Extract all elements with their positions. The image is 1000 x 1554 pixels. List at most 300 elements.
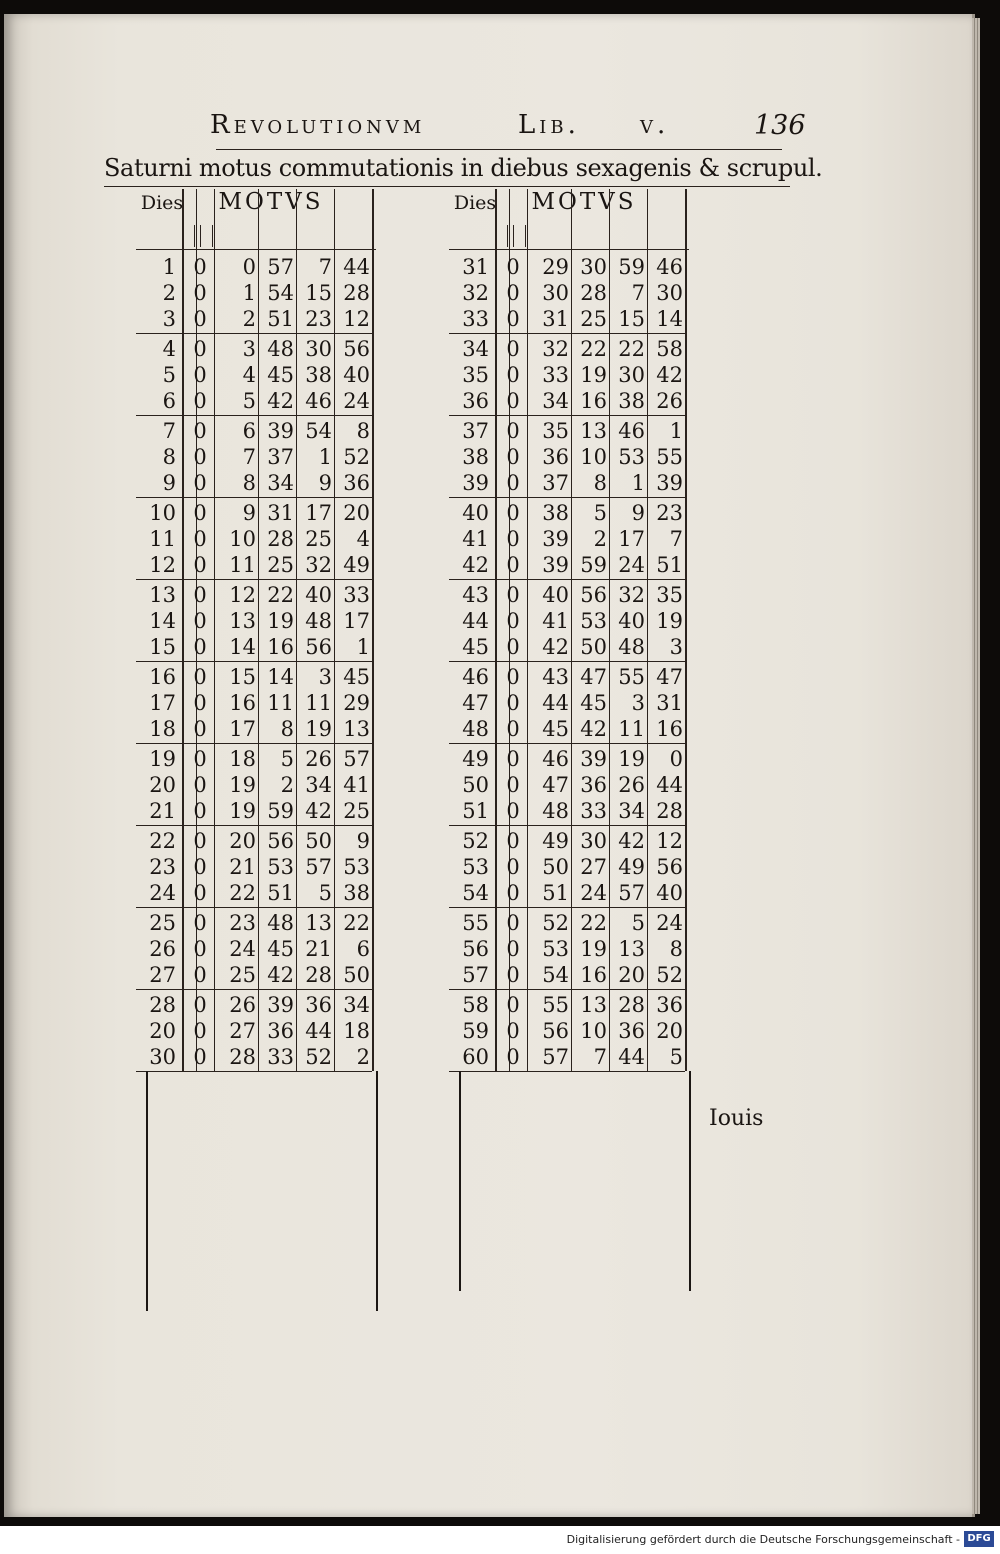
signa-cell: 0 (193, 255, 207, 279)
scrupula-cell: 30 (580, 829, 607, 853)
dies-cell: 31 (462, 255, 489, 279)
signa-cell: 0 (193, 799, 207, 823)
secunda-cell: 20 (618, 963, 645, 987)
dies-cell: 16 (149, 665, 176, 689)
scrupula-cell: 19 (580, 363, 607, 387)
tertia-cell: 13 (343, 717, 370, 741)
row-group (449, 333, 685, 416)
scrupula-cell: 10 (580, 1019, 607, 1043)
tertia-cell: 52 (343, 445, 370, 469)
signa-cell: 0 (506, 471, 520, 495)
signa-cell: 0 (506, 583, 520, 607)
partes-cell: 2 (242, 307, 256, 331)
dfg-logo: DFG (964, 1531, 994, 1547)
tertia-cell: 46 (656, 255, 683, 279)
tertia-cell: 44 (343, 255, 370, 279)
signa-cell: 0 (506, 1045, 520, 1069)
signa-cell: 0 (506, 665, 520, 689)
signa-cell: 0 (193, 307, 207, 331)
column-tick (212, 225, 213, 247)
signa-cell: 0 (193, 635, 207, 659)
signa-cell: 0 (506, 307, 520, 331)
scrupula-cell: 56 (580, 583, 607, 607)
long-rule (689, 1071, 691, 1291)
table-row (136, 389, 372, 415)
signa-cell: 0 (506, 963, 520, 987)
partes-cell: 50 (542, 855, 569, 879)
table-row (449, 829, 685, 855)
page-number: 136 (754, 110, 806, 141)
signa-cell: 0 (193, 691, 207, 715)
running-head-volume: v. (640, 110, 670, 140)
scrupula-cell: 22 (580, 911, 607, 935)
dies-cell: 52 (462, 829, 489, 853)
table-row (449, 255, 685, 281)
partes-cell: 19 (229, 799, 256, 823)
partes-cell: 17 (229, 717, 256, 741)
header-dies: Dies (140, 192, 184, 214)
tertia-cell: 24 (343, 389, 370, 413)
signa-cell: 0 (506, 337, 520, 361)
tertia-cell: 1 (669, 419, 683, 443)
signa-cell: 0 (506, 747, 520, 771)
table-row (136, 1019, 372, 1045)
tertia-cell: 2 (356, 1045, 370, 1069)
dies-cell: 4 (162, 337, 176, 361)
signa-cell: 0 (193, 363, 207, 387)
signa-cell: 0 (506, 773, 520, 797)
table-row (136, 445, 372, 471)
table-row (136, 993, 372, 1019)
partes-cell: 44 (542, 691, 569, 715)
tertia-cell: 49 (343, 553, 370, 577)
secunda-cell: 25 (305, 527, 332, 551)
partes-cell: 34 (542, 389, 569, 413)
table-row (136, 609, 372, 635)
table-row (449, 635, 685, 661)
tertia-cell: 4 (356, 527, 370, 551)
tertia-cell: 55 (656, 445, 683, 469)
dies-cell: 18 (149, 717, 176, 741)
secunda-cell: 11 (305, 691, 332, 715)
scrupula-cell: 24 (580, 881, 607, 905)
scrupula-cell: 54 (267, 281, 294, 305)
partes-cell: 52 (542, 911, 569, 935)
tertia-cell: 44 (656, 773, 683, 797)
secunda-cell: 36 (305, 993, 332, 1017)
tertia-cell: 1 (356, 635, 370, 659)
catchword: Iouis (709, 1106, 764, 1131)
scrupula-cell: 16 (580, 389, 607, 413)
partes-cell: 37 (542, 471, 569, 495)
partes-cell: 47 (542, 773, 569, 797)
partes-cell: 41 (542, 609, 569, 633)
secunda-cell: 17 (618, 527, 645, 551)
secunda-cell: 44 (618, 1045, 645, 1069)
table-row (136, 747, 372, 773)
table-row (449, 501, 685, 527)
scrupula-cell: 19 (580, 937, 607, 961)
scrupula-cell: 27 (580, 855, 607, 879)
secunda-cell: 34 (305, 773, 332, 797)
secunda-cell: 21 (305, 937, 332, 961)
secunda-cell: 26 (305, 747, 332, 771)
dies-cell: 37 (462, 419, 489, 443)
secunda-cell: 38 (305, 363, 332, 387)
signa-cell: 0 (193, 747, 207, 771)
table-row (449, 419, 685, 445)
scrupula-cell: 31 (267, 501, 294, 525)
partes-cell: 20 (229, 829, 256, 853)
secunda-cell: 32 (305, 553, 332, 577)
table-row (136, 419, 372, 445)
partes-cell: 54 (542, 963, 569, 987)
tertia-cell: 33 (343, 583, 370, 607)
secunda-cell: 9 (631, 501, 645, 525)
partes-cell: 18 (229, 747, 256, 771)
table-row (449, 665, 685, 691)
dies-cell: 26 (149, 937, 176, 961)
table-row (136, 471, 372, 497)
signa-cell: 0 (506, 691, 520, 715)
scrupula-cell: 59 (267, 799, 294, 823)
tertia-cell: 26 (656, 389, 683, 413)
scrupula-cell: 8 (593, 471, 607, 495)
scrupula-cell: 51 (267, 307, 294, 331)
secunda-cell: 28 (305, 963, 332, 987)
scrupula-cell: 36 (267, 1019, 294, 1043)
scrupula-cell: 36 (580, 773, 607, 797)
tertia-cell: 7 (669, 527, 683, 551)
scrupula-cell: 8 (280, 717, 294, 741)
scrupula-cell: 5 (280, 747, 294, 771)
signa-cell: 0 (506, 363, 520, 387)
signa-cell: 0 (193, 553, 207, 577)
dies-cell: 34 (462, 337, 489, 361)
table-row (449, 471, 685, 497)
scrupula-cell: 45 (267, 363, 294, 387)
row-group (136, 415, 372, 498)
secunda-cell: 55 (618, 665, 645, 689)
tertia-cell: 3 (669, 635, 683, 659)
secunda-cell: 59 (618, 255, 645, 279)
scrupula-cell: 53 (267, 855, 294, 879)
table-row (136, 337, 372, 363)
partes-cell: 51 (542, 881, 569, 905)
table-row (136, 501, 372, 527)
dies-cell: 2 (162, 281, 176, 305)
secunda-cell: 52 (305, 1045, 332, 1069)
signa-cell: 0 (193, 937, 207, 961)
signa-cell: 0 (506, 635, 520, 659)
secunda-cell: 48 (305, 609, 332, 633)
row-group (136, 907, 372, 990)
scrupula-cell: 42 (580, 717, 607, 741)
tertia-cell: 52 (656, 963, 683, 987)
secunda-cell: 57 (305, 855, 332, 879)
partes-cell: 12 (229, 583, 256, 607)
dies-cell: 19 (149, 747, 176, 771)
tertia-cell: 39 (656, 471, 683, 495)
scrupula-cell: 16 (267, 635, 294, 659)
row-group (136, 989, 372, 1072)
tertia-cell: 24 (656, 911, 683, 935)
row-group (136, 661, 372, 744)
signa-cell: 0 (193, 773, 207, 797)
table-row (136, 717, 372, 743)
partes-cell: 4 (242, 363, 256, 387)
scrupula-cell: 13 (580, 419, 607, 443)
secunda-cell: 5 (631, 911, 645, 935)
dies-cell: 54 (462, 881, 489, 905)
partes-cell: 53 (542, 937, 569, 961)
table-row (449, 363, 685, 389)
scrupula-cell: 47 (580, 665, 607, 689)
running-head-title: Revolutionvm (210, 110, 426, 140)
secunda-cell: 1 (631, 471, 645, 495)
scrupula-cell: 33 (267, 1045, 294, 1069)
dies-cell: 39 (462, 471, 489, 495)
dies-cell: 49 (462, 747, 489, 771)
scrupula-cell: 16 (580, 963, 607, 987)
signa-cell: 0 (193, 445, 207, 469)
tertia-cell: 20 (343, 501, 370, 525)
table-row (449, 855, 685, 881)
dies-cell: 28 (149, 993, 176, 1017)
partes-cell: 3 (242, 337, 256, 361)
secunda-cell: 46 (305, 389, 332, 413)
row-group (136, 497, 372, 580)
secunda-cell: 28 (618, 993, 645, 1017)
scrupula-cell: 13 (580, 993, 607, 1017)
table-row (136, 773, 372, 799)
scrupula-cell: 45 (267, 937, 294, 961)
table-row (449, 389, 685, 415)
scrupula-cell: 39 (267, 419, 294, 443)
signa-cell: 0 (506, 799, 520, 823)
tertia-cell: 45 (343, 665, 370, 689)
table-row (449, 337, 685, 363)
tertia-cell: 47 (656, 665, 683, 689)
row-group (449, 825, 685, 908)
table-header (136, 189, 376, 219)
dies-cell: 56 (462, 937, 489, 961)
scrupula-cell: 56 (267, 829, 294, 853)
dies-cell: 59 (462, 1019, 489, 1043)
partes-cell: 42 (542, 635, 569, 659)
column-tick (525, 225, 526, 247)
tertia-cell: 50 (343, 963, 370, 987)
partes-cell: 31 (542, 307, 569, 331)
signa-cell: 0 (193, 1019, 207, 1043)
dies-cell: 9 (162, 471, 176, 495)
partes-cell: 16 (229, 691, 256, 715)
table-row (136, 963, 372, 989)
tertia-cell: 0 (669, 747, 683, 771)
dies-cell: 23 (149, 855, 176, 879)
tertia-cell: 40 (656, 881, 683, 905)
tertia-cell: 42 (656, 363, 683, 387)
secunda-cell: 50 (305, 829, 332, 853)
partes-cell: 35 (542, 419, 569, 443)
partes-cell: 43 (542, 665, 569, 689)
signa-cell: 0 (193, 993, 207, 1017)
signa-cell: 0 (506, 419, 520, 443)
motion-table-right (449, 189, 689, 1309)
table-row (449, 993, 685, 1019)
scrupula-cell: 7 (593, 1045, 607, 1069)
header-dies: Dies (453, 192, 497, 214)
dies-cell: 41 (462, 527, 489, 551)
secunda-cell: 38 (618, 389, 645, 413)
table-row (136, 527, 372, 553)
dies-cell: 43 (462, 583, 489, 607)
partes-cell: 57 (542, 1045, 569, 1069)
row-group (449, 497, 685, 580)
signa-cell: 0 (193, 337, 207, 361)
partes-cell: 7 (242, 445, 256, 469)
table-row (136, 855, 372, 881)
scrupula-cell: 25 (267, 553, 294, 577)
row-group (449, 743, 685, 826)
dies-cell: 15 (149, 635, 176, 659)
column-tick (194, 225, 195, 247)
tertia-cell: 34 (343, 993, 370, 1017)
scrupula-cell: 28 (580, 281, 607, 305)
running-head-lib: Lib. (518, 110, 580, 140)
long-rule (459, 1071, 461, 1291)
title-rule (216, 149, 782, 150)
signa-cell: 0 (506, 911, 520, 935)
tertia-cell: 36 (343, 471, 370, 495)
dies-cell: 47 (462, 691, 489, 715)
partes-cell: 48 (542, 799, 569, 823)
secunda-cell: 11 (618, 717, 645, 741)
table-row (136, 799, 372, 825)
tertia-cell: 56 (656, 855, 683, 879)
secunda-cell: 22 (618, 337, 645, 361)
partes-cell: 13 (229, 609, 256, 633)
signa-cell: 0 (506, 445, 520, 469)
partes-cell: 11 (229, 553, 256, 577)
dies-cell: 3 (162, 307, 176, 331)
signa-cell: 0 (193, 419, 207, 443)
dies-cell: 44 (462, 609, 489, 633)
signa-cell: 0 (506, 993, 520, 1017)
partes-cell: 10 (229, 527, 256, 551)
dies-cell: 13 (149, 583, 176, 607)
page-edge (972, 18, 980, 1514)
scrupula-cell: 30 (580, 255, 607, 279)
table-row (449, 747, 685, 773)
partes-cell: 9 (242, 501, 256, 525)
dies-cell: 58 (462, 993, 489, 1017)
scrupula-cell: 34 (267, 471, 294, 495)
subheader-ticks (449, 219, 689, 250)
partes-cell: 28 (229, 1045, 256, 1069)
secunda-cell: 24 (618, 553, 645, 577)
dies-cell: 1 (162, 255, 176, 279)
table-row (449, 937, 685, 963)
signa-cell: 0 (506, 527, 520, 551)
signa-cell: 0 (506, 609, 520, 633)
partes-cell: 25 (229, 963, 256, 987)
header-motus: MOTVS (531, 189, 637, 215)
dies-cell: 24 (149, 881, 176, 905)
tertia-cell: 28 (656, 799, 683, 823)
partes-cell: 23 (229, 911, 256, 935)
row-group (449, 989, 685, 1072)
partes-cell: 8 (242, 471, 256, 495)
scrupula-cell: 39 (580, 747, 607, 771)
dies-cell: 38 (462, 445, 489, 469)
dies-cell: 25 (149, 911, 176, 935)
signa-cell: 0 (193, 583, 207, 607)
partes-cell: 29 (542, 255, 569, 279)
secunda-cell: 44 (305, 1019, 332, 1043)
table-row (136, 1045, 372, 1071)
partes-cell: 6 (242, 419, 256, 443)
dies-cell: 46 (462, 665, 489, 689)
partes-cell: 40 (542, 583, 569, 607)
secunda-cell: 48 (618, 635, 645, 659)
dies-cell: 45 (462, 635, 489, 659)
dies-cell: 8 (162, 445, 176, 469)
column-rule (372, 189, 374, 1071)
secunda-cell: 49 (618, 855, 645, 879)
table-row (136, 583, 372, 609)
partes-cell: 36 (542, 445, 569, 469)
dies-cell: 48 (462, 717, 489, 741)
signa-cell: 0 (193, 665, 207, 689)
table-row (449, 773, 685, 799)
table-row (449, 583, 685, 609)
footer-bar (0, 1526, 1000, 1554)
tertia-cell: 19 (656, 609, 683, 633)
running-head (210, 110, 810, 150)
table-header (449, 189, 689, 219)
tertia-cell: 6 (356, 937, 370, 961)
secunda-cell: 30 (618, 363, 645, 387)
secunda-cell: 36 (618, 1019, 645, 1043)
table-row (449, 799, 685, 825)
scrupula-cell: 59 (580, 553, 607, 577)
secunda-cell: 3 (318, 665, 332, 689)
table-row (136, 911, 372, 937)
partes-cell: 33 (542, 363, 569, 387)
tertia-cell: 30 (656, 281, 683, 305)
row-group (449, 661, 685, 744)
tertia-cell: 40 (343, 363, 370, 387)
partes-cell: 38 (542, 501, 569, 525)
table-row (449, 1019, 685, 1045)
scrupula-cell: 19 (267, 609, 294, 633)
tertia-cell: 58 (656, 337, 683, 361)
title-underline (104, 186, 790, 187)
table-row (136, 829, 372, 855)
dies-cell: 12 (149, 553, 176, 577)
tertia-cell: 12 (343, 307, 370, 331)
secunda-cell: 15 (305, 281, 332, 305)
row-group (449, 415, 685, 498)
secunda-cell: 17 (305, 501, 332, 525)
tertia-cell: 51 (656, 553, 683, 577)
table-row (136, 553, 372, 579)
dies-cell: 57 (462, 963, 489, 987)
table-row (449, 881, 685, 907)
tertia-cell: 20 (656, 1019, 683, 1043)
secunda-cell: 1 (318, 445, 332, 469)
